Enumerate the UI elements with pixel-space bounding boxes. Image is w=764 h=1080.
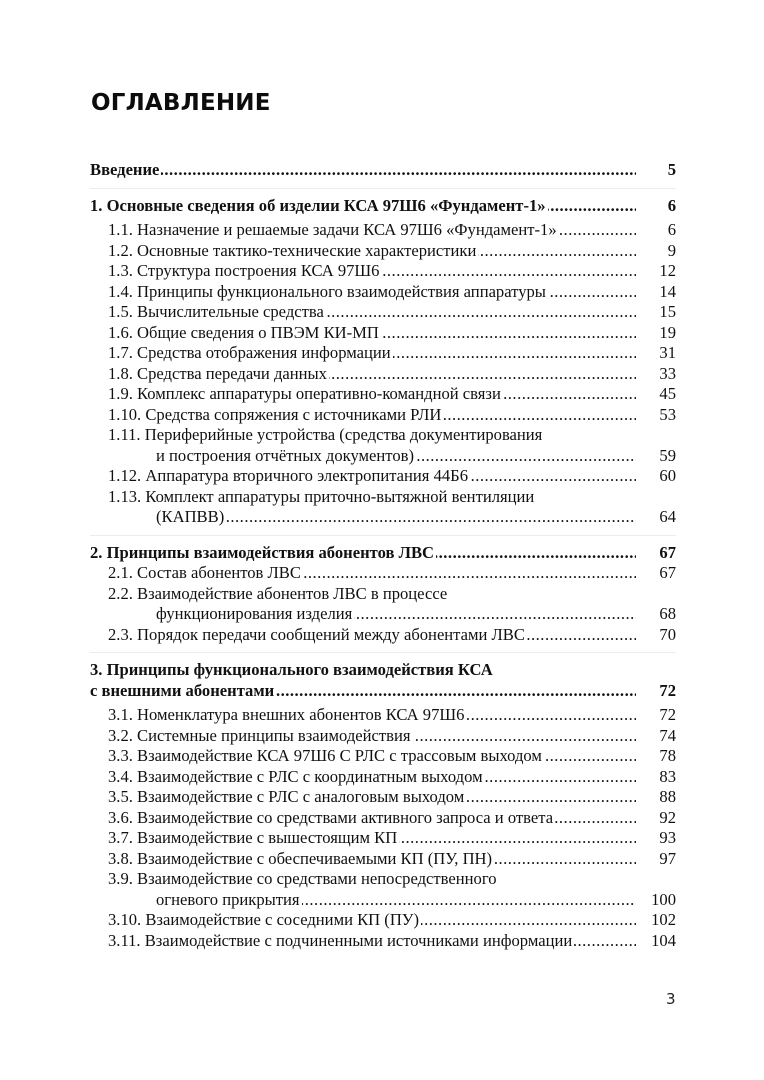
page-title: ОГЛАВЛЕНИЕ xyxy=(91,90,271,116)
toc-entry-label: 1.3. Структура построения КСА 97Ш6 xyxy=(108,261,380,280)
toc-entry-page: 72 xyxy=(659,705,676,724)
toc-entry-label: 1.6. Общие сведения о ПВЭМ КИ-МП xyxy=(108,322,379,342)
toc-entry-page: 72 xyxy=(659,680,676,700)
toc-entry-page: 104 xyxy=(651,930,676,950)
toc-entry-page: 19 xyxy=(659,322,676,342)
toc-entry[interactable] xyxy=(90,910,676,931)
toc-entry-label: и построения отчётных документов) xyxy=(156,445,414,465)
toc-entry[interactable] xyxy=(90,931,676,952)
toc-entry[interactable] xyxy=(90,220,676,241)
toc-entry-page: 67 xyxy=(659,542,676,562)
toc-entry[interactable] xyxy=(90,869,676,890)
toc-entry[interactable] xyxy=(90,425,676,446)
toc-entry-page: 53 xyxy=(659,404,676,424)
toc-entry-page: 9 xyxy=(667,240,676,260)
toc-entry[interactable] xyxy=(90,323,676,344)
toc-entry-page: 33 xyxy=(659,363,676,383)
toc-entry[interactable] xyxy=(90,746,676,767)
toc-entry[interactable] xyxy=(90,726,676,747)
toc-entry-label: 3.3. Взаимодействие КСА 97Ш6 С РЛС с трассовым выходом xyxy=(108,746,542,765)
toc-entry[interactable] xyxy=(90,787,676,808)
toc-entry-page: 12 xyxy=(659,261,676,280)
toc-entry[interactable] xyxy=(90,487,676,508)
toc-entry[interactable] xyxy=(90,405,676,426)
toc-entry-label: 1.5. Вычислительные средства xyxy=(108,302,324,321)
toc-entry[interactable] xyxy=(90,849,676,870)
toc-entry-continuation[interactable] xyxy=(90,507,676,528)
toc-entry-label: 1.2. Основные тактико-технические характеристики xyxy=(108,240,477,260)
toc-entry-label: 1.13. Комплект аппаратуры приточно-вытяжной вентиляции xyxy=(108,486,535,506)
toc-entry-page: 6 xyxy=(667,195,676,215)
toc-entry[interactable] xyxy=(90,282,676,303)
toc-entry-page: 70 xyxy=(659,624,676,644)
toc-entry[interactable] xyxy=(90,384,676,405)
page-number: 3 xyxy=(666,990,676,1008)
toc-entry-label: 2.1. Состав абонентов ЛВС xyxy=(108,563,301,582)
toc-entry-page: 59 xyxy=(659,445,676,465)
toc-entry-label: 2. Принципы взаимодействия абонентов ЛВС xyxy=(90,542,435,562)
toc-entry[interactable] xyxy=(90,808,676,829)
toc-entry-page: 97 xyxy=(659,848,676,868)
toc-entry[interactable] xyxy=(90,343,676,364)
section-divider xyxy=(90,535,676,536)
toc-entry-label: 1.11. Периферийные устройства (средства документирования xyxy=(108,425,543,444)
toc-entry-label: огневого прикрытия xyxy=(156,889,300,909)
toc-entry-page: 5 xyxy=(667,160,676,179)
toc-entry-label: 3.2. Системные принципы взаимодействия xyxy=(108,725,411,745)
toc-entry-page: 6 xyxy=(667,220,676,239)
toc-entry[interactable] xyxy=(90,466,676,487)
toc-entry-page: 14 xyxy=(659,281,676,301)
toc-entry-label: 3.8. Взаимодействие с обеспечиваемыми КП (ПУ, ПН) xyxy=(108,848,493,868)
toc-entry-label: 1.10. Средства сопряжения с источниками РЛИ xyxy=(108,404,442,424)
toc-entry-continuation[interactable] xyxy=(90,446,676,467)
toc-entry-label: 3.4. Взаимодействие с РЛС с координатным выходом xyxy=(108,766,483,786)
section-divider xyxy=(90,652,676,653)
toc-entry[interactable] xyxy=(90,241,676,262)
toc-entry[interactable] xyxy=(90,584,676,605)
toc-entry[interactable] xyxy=(90,261,676,282)
toc-entry[interactable] xyxy=(90,625,676,646)
toc-entry-page: 100 xyxy=(651,889,676,909)
toc-entry-label: 1.9. Комплекс аппаратуры оперативно-командной связи xyxy=(108,384,501,403)
toc-entry-label: 3.7. Взаимодействие с вышестоящим КП xyxy=(108,828,398,847)
toc-entry-page: 64 xyxy=(659,507,676,526)
toc-section-3[interactable] xyxy=(90,660,676,681)
toc-entry[interactable] xyxy=(90,705,676,726)
toc-entry-page: 45 xyxy=(659,384,676,403)
toc-entry-label: 2.3. Порядок передачи сообщений между абонентами ЛВС xyxy=(108,624,525,644)
toc-entry-page: 31 xyxy=(659,343,676,362)
toc-entry-page: 78 xyxy=(659,746,676,765)
toc-entry-label: 3.9. Взаимодействие со средствами непосредственного xyxy=(108,869,497,888)
toc-entry-page: 102 xyxy=(651,910,676,929)
toc-entry-label: 3. Принципы функционального взаимодействия КСА xyxy=(90,660,493,679)
toc-entry[interactable] xyxy=(90,563,676,584)
toc-entry-page: 67 xyxy=(659,563,676,582)
toc-entry-label: 2.2. Взаимодействие абонентов ЛВС в процессе xyxy=(108,583,448,603)
toc-entry-label: 3.11. Взаимодействие с подчиненными источниками информации xyxy=(108,930,573,950)
section-divider xyxy=(90,188,676,189)
toc-entry-continuation[interactable] xyxy=(90,890,676,911)
toc-entry-label: 1.4. Принципы функционального взаимодействия аппаратуры xyxy=(108,281,546,301)
toc-entry-label: 3.6. Взаимодействие со средствами активного запроса и ответа xyxy=(108,807,554,827)
toc-entry-label: 1.1. Назначение и решаемые задачи КСА 97Ш6 «Фундамент-1» xyxy=(108,220,557,239)
toc-entry-page: 15 xyxy=(659,302,676,321)
toc-section-1[interactable] xyxy=(90,196,676,217)
toc-entry-label: 3.10. Взаимодействие с соседними КП (ПУ) xyxy=(108,910,420,929)
toc-entry-label: 3.5. Взаимодействие с РЛС с аналоговым выходом xyxy=(108,787,465,806)
toc-entry[interactable] xyxy=(90,767,676,788)
toc-entry-page: 68 xyxy=(659,604,676,623)
toc-entry-page: 93 xyxy=(659,828,676,847)
toc-entry[interactable] xyxy=(90,364,676,385)
toc-entry-label: Введение xyxy=(90,160,160,179)
toc-entry[interactable] xyxy=(90,302,676,323)
toc-entry-label: 1.7. Средства отображения информации xyxy=(108,343,391,362)
toc-entry-label: функционирования изделия xyxy=(156,604,353,623)
toc-section-2[interactable] xyxy=(90,543,676,564)
toc-entry-page: 83 xyxy=(659,766,676,786)
toc-entry-page: 92 xyxy=(659,807,676,827)
toc-entry-label: 1. Основные сведения об изделии КСА 97Ш6 «Фундамент-1» xyxy=(90,195,546,215)
toc-entry-label: 3.1. Номенклатура внешних абонентов КСА 97Ш6 xyxy=(108,705,465,724)
toc-entry[interactable] xyxy=(90,828,676,849)
toc-section-3-continuation[interactable] xyxy=(90,681,676,702)
toc-entry-label: 1.8. Средства передачи данных xyxy=(108,363,327,383)
toc-entry-continuation[interactable] xyxy=(90,604,676,625)
toc-entry-page: 60 xyxy=(659,466,676,485)
toc-entry-intro[interactable] xyxy=(90,160,676,181)
toc-entry-page: 88 xyxy=(659,787,676,806)
toc-entry-page: 74 xyxy=(659,725,676,745)
toc-entry-label: с внешними абонентами xyxy=(90,680,275,700)
table-of-contents xyxy=(90,160,676,951)
toc-entry-label: (КАПВВ) xyxy=(156,507,225,526)
toc-entry-label: 1.12. Аппаратура вторичного электропитания 44Б6 xyxy=(108,466,469,485)
